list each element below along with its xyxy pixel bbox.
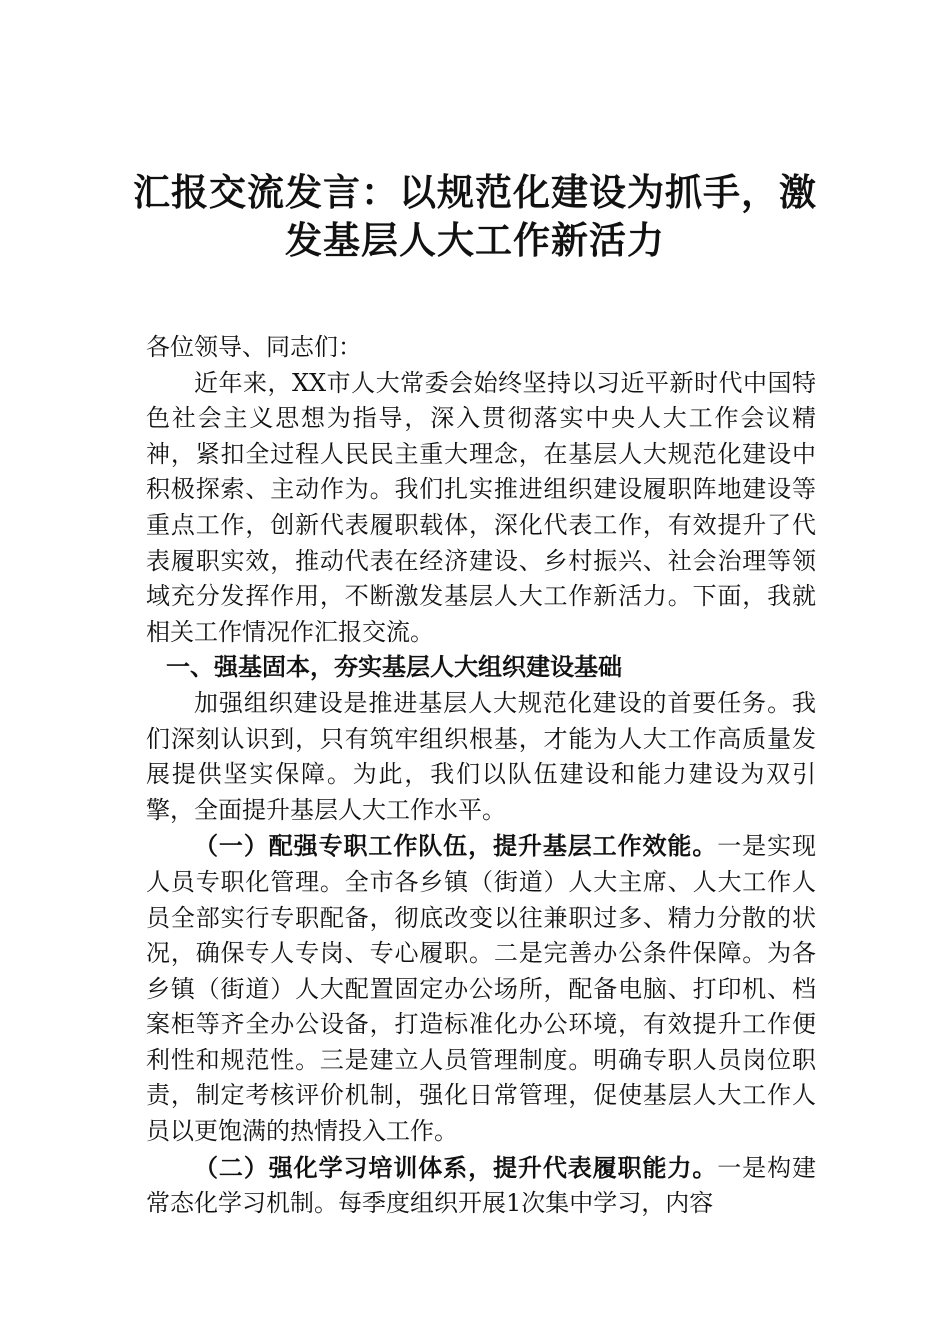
subsection-2-body: 一是构建常态化学习机制。每季度组织开展1次集中学习，内容 bbox=[146, 1153, 816, 1218]
section-1-heading: 一、强基固本，夯实基层人大组织建设基础 bbox=[166, 653, 622, 682]
intro-paragraph: 近年来，XX市人大常委会始终坚持以习近平新时代中国特色社会主义思想为指导，深入贯彻落实中央人大工作会议精神，紧扣全过程人民民主重大理念，在基层人大规范化建设中积极探索、主动作为。我们扎实推进组织建设履职阵地建设等重点工作，创新代表履职载体，深化代表工作，有效提升了代表履职实效，推动代表在经济建设、乡村振兴、社会治理等领域充分发挥作用，不断激发基层人大工作新活力。下面，我就相关工作情况作汇报交流。 bbox=[146, 368, 816, 646]
subsection-2-heading: （二）强化学习培训体系，提升代表履职能力。 bbox=[194, 1152, 718, 1182]
subsection-1-body: 一是实现人员专职化管理。全市各乡镇（街道）人大主席、人大工作人员全部实行专职配备，彻底改变以往兼职过多、精力分散的状况，确保专人专岗、专心履职。二是完善办公条件保障。为各乡镇（街道）人大配置固定办公场所，配备电脑、打印机、档案柜等齐全办公设备，打造标准化办公环境，有效提升工作便利性和规范性。三是建立人员管理制度。明确专职人员岗位职责，制定考核评价机制，强化日常管理，促使基层人大工作人员以更饱满的热情投入工作。 bbox=[146, 832, 816, 1146]
subsection-1-paragraph bbox=[146, 828, 816, 1149]
subsection-1-heading: （一）配强专职工作队伍，提升基层工作效能。 bbox=[194, 831, 718, 861]
subsection-2-paragraph bbox=[146, 1150, 816, 1222]
salutation: 各位领导、同志们： bbox=[146, 333, 362, 361]
document-title-line-1: 汇报交流发言：以规范化建设为抓手，激 bbox=[133, 170, 817, 214]
document-body bbox=[146, 330, 816, 1222]
section-1-intro-paragraph: 加强组织建设是推进基层人大规范化建设的首要任务。我们深刻认识到，只有筑牢组织根基，才能为人大工作高质量发展提供坚实保障。为此，我们以队伍建设和能力建设为双引擎，全面提升基层人大工作水平。 bbox=[146, 688, 816, 824]
document-title-line-2: 发基层人大工作新活力 bbox=[285, 218, 665, 262]
